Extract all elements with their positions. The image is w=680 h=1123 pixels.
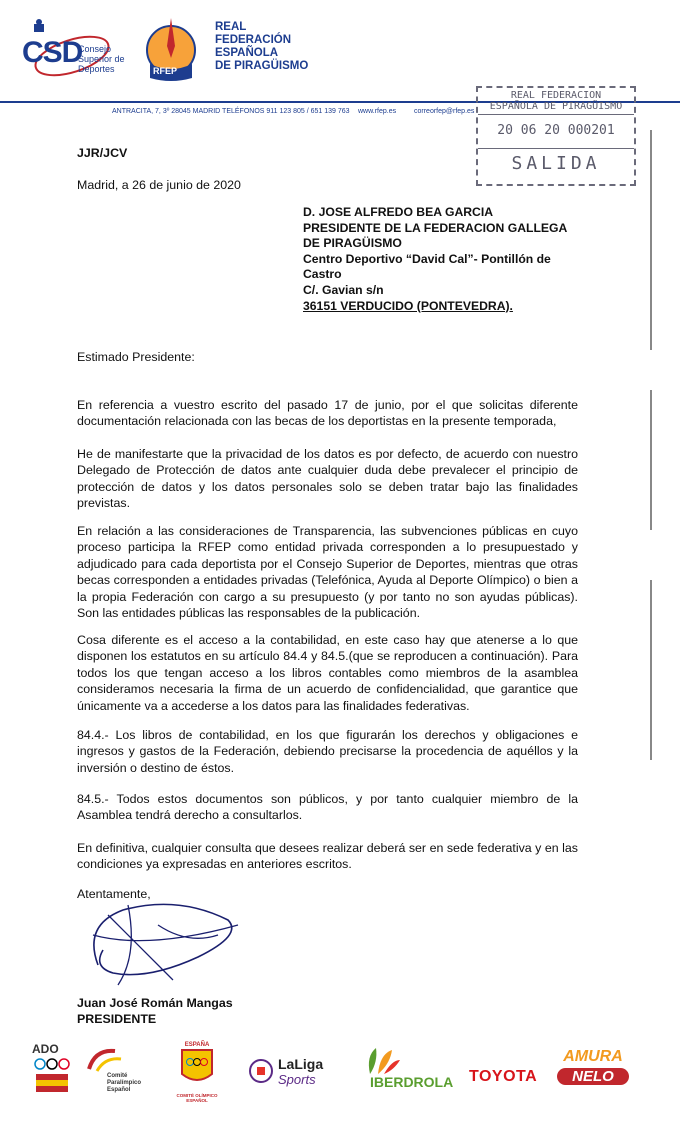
olympic-rings-icon xyxy=(32,1056,72,1096)
coe-top-label: ESPAÑA xyxy=(184,1042,210,1048)
iberdrola-label: IBERDROLA xyxy=(370,1074,454,1090)
recipient-postal: 36151 VERDUCIDO (PONTEVEDRA). xyxy=(303,298,513,313)
stamp-label: SALIDA xyxy=(478,148,634,174)
sponsor-laliga xyxy=(248,1054,338,1094)
stamp-line-1: REAL FEDERACION xyxy=(510,90,602,101)
recipient-center: Centro Deportivo “David Cal”- Pontillón de xyxy=(303,251,551,266)
address-line: ANTRACITA, 7, 3º 28045 MADRID TELÉFONOS 911 123 805 / 651 139 763 xyxy=(112,108,350,115)
paragraph-closing: En definitiva, cualquier consulta que desees realizar deberá ser en sede federativa y en las condiciones ya expresadas en anteriores escritos. xyxy=(77,841,578,872)
place-date: Madrid, a 26 de junio de 2020 xyxy=(77,178,241,192)
sponsor-iberdrola xyxy=(362,1046,458,1094)
paragraph-1: En referencia a vuestro escrito del pasado 17 de junio, por el que solicitas diferente documentación relacionada con las becas de los deportistas en la presente temporada, xyxy=(77,398,578,429)
scan-edge-mark xyxy=(650,580,652,760)
iberdrola-leaves-icon xyxy=(362,1046,402,1076)
signer-title: PRESIDENTE xyxy=(77,1012,157,1026)
letter-reference: JJR/JCV xyxy=(77,146,128,160)
coe-shield-icon xyxy=(176,1048,218,1088)
paralympic-icon xyxy=(85,1045,125,1073)
ado-label: ADO xyxy=(32,1042,59,1056)
paragraph-4: Cosa diferente es el acceso a la contabilidad, en este caso hay que atenerse a lo que disponen los estatutos en su artículo 84.4 y 84.5.(que se reproducen a continuación). Para todos los que tengan acceso a los libros contables como miembros de la asamblea consideramos necesaria la firma de un acuerdo de confidencialidad, que garantice que únicamente va a accederse a los datos para las finalidades federativas. xyxy=(77,633,578,713)
rfep-badge: RFEP xyxy=(153,66,178,76)
csd-logo xyxy=(20,14,125,84)
recipient-street: C/. Gavian s/n xyxy=(303,282,384,297)
article-84-4: 84.4.- Los libros de contabilidad, en los que figurarán los derechos y obligaciones e ingresos y gastos de la Federación, debiendo precisarse la procedencia de aquéllos y la inversión o destino de éstos. xyxy=(77,728,578,775)
sponsor-amura-nelo xyxy=(557,1048,629,1098)
article-84-5: 84.5.- Todos estos documentos son públicos, y por tanto cualquier miembro de la Asamblea tendrá derecho a consultarlos. xyxy=(77,792,578,823)
paragraph-3: En relación a las consideraciones de Transparencia, las subvenciones públicas en cuyo proceso participa la RFEP como entidad privada corresponden a lo presupuestado y adjudicado para cada deportista por el Consejo Superior de Deportes, mientras que otras becas corresponden a entidades privadas (Telefónica, Ayuda al Deporte Olímpico) o bien a la propia Federación con cargo a su presupuesto (y por tanto no son ayudas públicas). Son las entidades públicas las responsables de la publicación. xyxy=(77,524,578,621)
signature xyxy=(78,895,248,990)
amura-label: AMURA xyxy=(563,1048,623,1065)
laliga-icon xyxy=(248,1058,274,1084)
sponsor-ado xyxy=(32,1042,72,1100)
recipient-name: D. JOSE ALFREDO BEA GARCIA xyxy=(303,205,494,219)
salida-stamp xyxy=(476,86,636,186)
signer-name: Juan José Román Mangas xyxy=(77,996,233,1010)
nelo-label: NELO xyxy=(557,1068,629,1085)
sponsor-coe xyxy=(176,1042,218,1102)
recipient-title: PRESIDENTE DE LA FEDERACION GALLEGA xyxy=(303,220,568,235)
stamp-number: 20 06 20 000201 xyxy=(497,123,615,138)
csd-subtitle: Consejo Superior de Deportes xyxy=(78,44,125,74)
recipient-block xyxy=(303,205,588,314)
scan-edge-mark xyxy=(650,390,652,530)
laliga-bottom-label: Sports xyxy=(278,1072,316,1087)
scan-edge-mark xyxy=(650,130,652,350)
closing: Atentamente, xyxy=(77,887,151,901)
csd-logo-text: CSD xyxy=(22,36,83,69)
email-link[interactable]: correorfep@rfep.es xyxy=(414,108,475,115)
laliga-top-label: LaLiga xyxy=(278,1056,324,1072)
salutation: Estimado Presidente: xyxy=(77,350,195,364)
recipient-title-cont: DE PIRAGÜISMO xyxy=(303,236,402,251)
website-link[interactable]: www.rfep.es xyxy=(358,108,397,115)
paragraph-2: He de manifestarte que la privacidad de los datos es por defecto, de acuerdo con nuestro Delegado de Protección de datos ante cualquier duda debe prevalecer el principio de protección de datos y los datos personales solo se deben tratar bajo las finalidades previstas. xyxy=(77,447,578,511)
sponsor-paralimpico xyxy=(85,1045,155,1100)
stamp-line-2: ESPAÑOLA DE PIRAGÜISMO xyxy=(478,101,634,115)
coe-bottom-label: COMITÉ OLÍMPICO ESPAÑOL xyxy=(176,1093,218,1103)
sponsor-toyota: TOYOTA xyxy=(469,1068,538,1085)
paralimpico-label: Comité Paralímpico Español xyxy=(107,1073,142,1093)
federation-name: REAL FEDERACIÓN ESPAÑOLA DE PIRAGÜISMO xyxy=(215,21,309,72)
recipient-center-cont: Castro xyxy=(303,267,342,282)
rfep-logo xyxy=(140,12,202,84)
